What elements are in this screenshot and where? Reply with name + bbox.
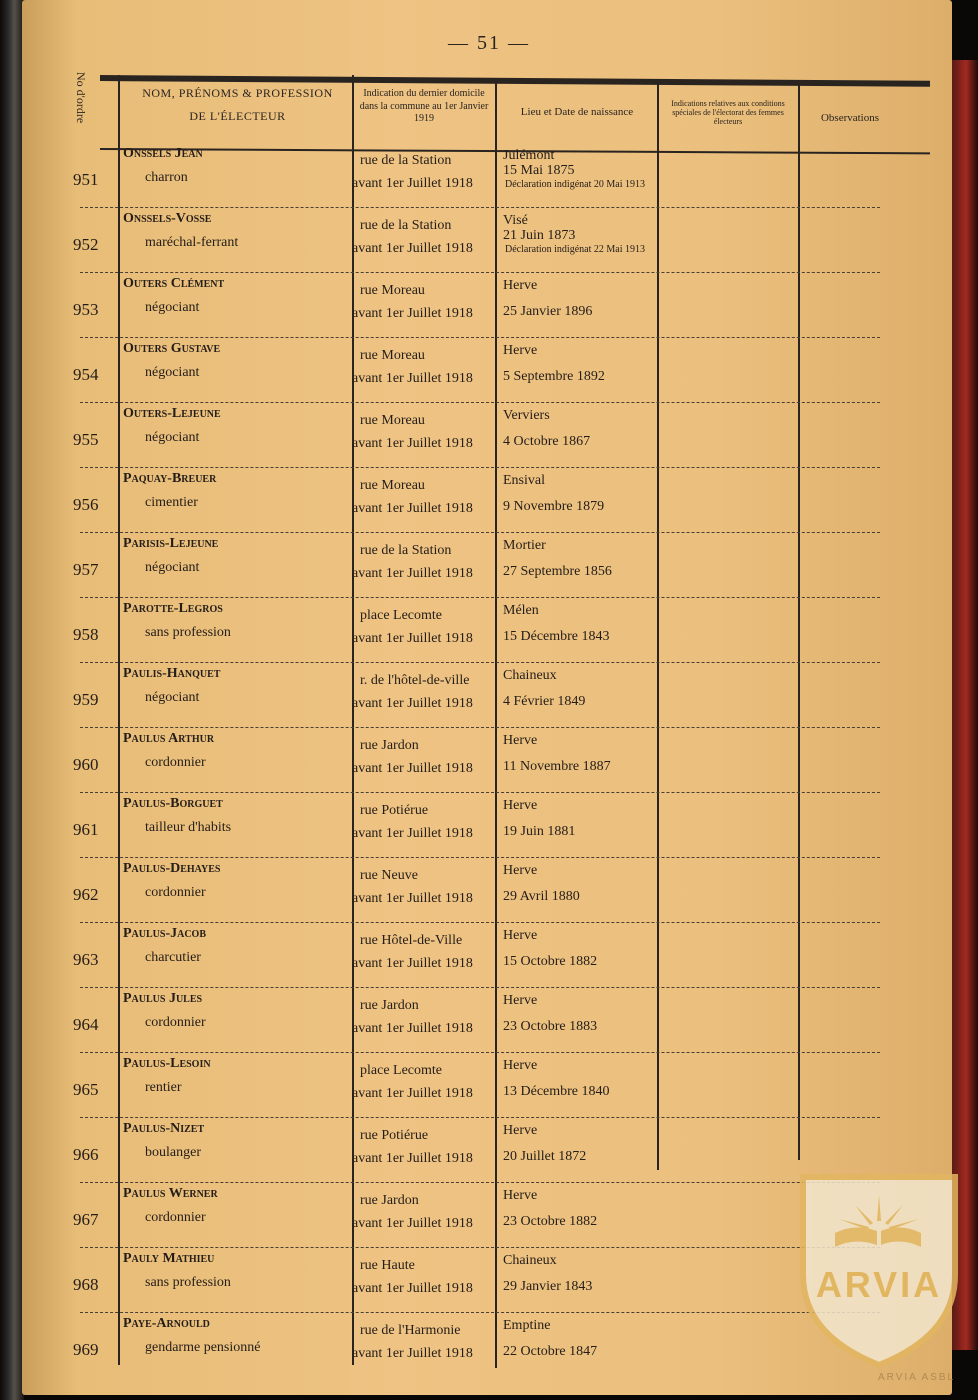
elector-profession: sans profession	[145, 625, 231, 640]
elector-profession: boulanger	[145, 1145, 201, 1160]
elector-name: Pauly Mathieu	[123, 1251, 215, 1266]
birth-place: Herve	[503, 1058, 538, 1073]
header-indications: Indications relatives aux conditions spéciales de l'électorat des femmes électeurs	[671, 99, 785, 126]
elector-address: place Lecomte	[360, 1063, 443, 1078]
elector-name: Parotte-Legros	[123, 601, 223, 616]
elector-address: rue de la Station	[360, 153, 452, 168]
table-row	[0, 731, 978, 800]
birth-place: Chaineux	[503, 1253, 557, 1268]
elector-profession: gendarme pensionné	[145, 1340, 261, 1355]
row-number: 961	[73, 820, 99, 839]
elector-since: avant 1er Juillet 1918	[352, 631, 473, 646]
elector-name: Paulus-Jacob	[123, 926, 207, 941]
elector-address: rue de la Station	[360, 543, 452, 558]
elector-name: Outers Clément	[123, 276, 225, 291]
birth-place: Herve	[503, 278, 538, 293]
nationality-declaration: Déclaration indigénat 20 Mai 1913	[505, 179, 645, 190]
header-domicile: Indication du dernier domicile dans la commune au 1er Janvier 1919	[359, 88, 489, 124]
elector-since: avant 1er Juillet 1918	[352, 696, 473, 711]
page-number: — 51 —	[448, 32, 530, 54]
birth-place: Herve	[503, 343, 538, 358]
elector-since: avant 1er Juillet 1918	[352, 1086, 473, 1101]
row-separator	[80, 337, 880, 338]
elector-since: avant 1er Juillet 1918	[352, 1151, 473, 1166]
elector-name: Paulus-Borguet	[123, 796, 223, 811]
birth-place: Julémont	[503, 148, 555, 163]
birth-place: Herve	[503, 863, 538, 878]
elector-address: rue Potiérue	[360, 803, 429, 818]
row-separator	[80, 532, 880, 533]
birth-date: 29 Avril 1880	[503, 889, 580, 904]
elector-address: rue Haute	[360, 1258, 415, 1273]
elector-profession: cimentier	[145, 495, 198, 510]
header-name	[125, 86, 350, 124]
row-number: 968	[73, 1275, 99, 1294]
elector-since: avant 1er Juillet 1918	[352, 371, 473, 386]
row-number: 965	[73, 1080, 99, 1099]
elector-since: avant 1er Juillet 1918	[352, 501, 473, 516]
elector-address: rue de l'Harmonie	[360, 1323, 461, 1338]
table-row	[0, 146, 978, 215]
birth-place: Herve	[503, 798, 538, 813]
elector-address: rue de la Station	[360, 218, 452, 233]
row-number: 953	[73, 300, 99, 319]
row-number: 966	[73, 1145, 99, 1164]
row-number: 958	[73, 625, 99, 644]
elector-address: rue Jardon	[360, 738, 419, 753]
row-number: 963	[73, 950, 99, 969]
elector-name: Paquay-Breuer	[123, 471, 217, 486]
elector-address: rue Hôtel-de-Ville	[360, 933, 463, 948]
table-row	[0, 211, 978, 280]
row-number: 957	[73, 560, 99, 579]
elector-since: avant 1er Juillet 1918	[352, 1216, 473, 1231]
birth-place: Ensival	[503, 473, 545, 488]
table-row	[0, 536, 978, 605]
birth-date: 23 Octobre 1882	[503, 1214, 598, 1229]
table-row	[0, 341, 978, 410]
row-number: 969	[73, 1340, 99, 1359]
table-row	[0, 406, 978, 475]
elector-since: avant 1er Juillet 1918	[352, 436, 473, 451]
elector-since: avant 1er Juillet 1918	[352, 761, 473, 776]
row-separator	[80, 467, 880, 468]
logo-text: ARVIA	[815, 1264, 943, 1305]
row-separator	[80, 1182, 880, 1183]
birth-date: 5 Septembre 1892	[503, 369, 605, 384]
elector-profession: négociant	[145, 365, 200, 380]
elector-profession: cordonnier	[145, 1210, 206, 1225]
header-name-line2: DE L'ÉLECTEUR	[189, 109, 286, 123]
header-name-line1: NOM, PRÉNOMS & PROFESSION	[142, 86, 333, 100]
birth-place: Herve	[503, 993, 538, 1008]
elector-since: avant 1er Juillet 1918	[352, 566, 473, 581]
row-number: 959	[73, 690, 99, 709]
birth-place: Verviers	[503, 408, 550, 423]
birth-place: Mortier	[503, 538, 546, 553]
elector-profession: cordonnier	[145, 1015, 206, 1030]
row-separator	[80, 727, 880, 728]
arvia-logo	[795, 1165, 963, 1370]
table-row	[0, 796, 978, 865]
row-separator	[80, 857, 880, 858]
birth-date: 9 Novembre 1879	[503, 499, 605, 514]
elector-name: Onssels-Vosse	[123, 211, 212, 226]
header-ordre: No d'ordre	[74, 72, 88, 124]
row-number: 967	[73, 1210, 99, 1229]
elector-address: rue Jardon	[360, 998, 419, 1013]
row-number: 955	[73, 430, 99, 449]
elector-address: rue Moreau	[360, 283, 425, 298]
birth-place: Emptine	[503, 1318, 551, 1333]
elector-profession: sans profession	[145, 1275, 231, 1290]
row-number: 952	[73, 235, 99, 254]
elector-since: avant 1er Juillet 1918	[352, 891, 473, 906]
elector-address: rue Moreau	[360, 478, 425, 493]
elector-name: Paulus-Nizet	[123, 1121, 205, 1136]
birth-place: Herve	[503, 733, 538, 748]
nationality-declaration: Déclaration indigénat 22 Mai 1913	[505, 244, 645, 255]
table-row	[0, 991, 978, 1060]
header-observations: Observations	[820, 112, 880, 124]
birth-date: 23 Octobre 1883	[503, 1019, 598, 1034]
elector-address: r. de l'hôtel-de-ville	[360, 673, 470, 688]
row-separator	[80, 1247, 880, 1248]
row-number: 956	[73, 495, 99, 514]
row-number: 951	[73, 170, 99, 189]
elector-since: avant 1er Juillet 1918	[352, 176, 473, 191]
birth-date: 27 Septembre 1856	[503, 564, 612, 579]
elector-profession: négociant	[145, 560, 200, 575]
table-row	[0, 861, 978, 930]
elector-since: avant 1er Juillet 1918	[352, 1346, 473, 1361]
table-row	[0, 926, 978, 995]
elector-since: avant 1er Juillet 1918	[352, 1021, 473, 1036]
row-separator	[80, 597, 880, 598]
table-row	[0, 601, 978, 670]
elector-profession: charron	[145, 170, 188, 185]
row-separator	[80, 272, 880, 273]
elector-address: rue Moreau	[360, 348, 425, 363]
elector-address: place Lecomte	[360, 608, 443, 623]
elector-profession: négociant	[145, 300, 200, 315]
elector-profession: tailleur d'habits	[145, 820, 232, 835]
elector-profession: maréchal-ferrant	[145, 235, 239, 250]
elector-profession: cordonnier	[145, 885, 206, 900]
table-row	[0, 276, 978, 345]
elector-profession: rentier	[145, 1080, 182, 1095]
row-separator	[80, 1117, 880, 1118]
birth-date: 20 Juillet 1872	[503, 1149, 587, 1164]
table-row	[0, 666, 978, 735]
elector-profession: négociant	[145, 430, 200, 445]
birth-date: 11 Novembre 1887	[503, 759, 611, 774]
row-separator	[80, 922, 880, 923]
elector-since: avant 1er Juillet 1918	[352, 826, 473, 841]
elector-profession: charcutier	[145, 950, 201, 965]
birth-date: 13 Décembre 1840	[503, 1084, 610, 1099]
birth-date: 4 Février 1849	[503, 694, 586, 709]
elector-name: Paulis-Hanquet	[123, 666, 221, 681]
row-separator	[80, 987, 880, 988]
row-separator	[80, 662, 880, 663]
elector-name: Paulus-Dehayes	[123, 861, 221, 876]
elector-name: Parisis-Lejeune	[123, 536, 219, 551]
birth-place: Visé	[503, 213, 528, 228]
birth-place: Herve	[503, 928, 538, 943]
header-birth: Lieu et Date de naissance	[520, 106, 634, 118]
row-separator	[80, 1312, 880, 1313]
elector-address: rue Moreau	[360, 413, 425, 428]
elector-name: Outers-Lejeune	[123, 406, 221, 421]
elector-name: Paulus Jules	[123, 991, 203, 1006]
elector-name: Paulus-Lesoin	[123, 1056, 211, 1071]
birth-place: Herve	[503, 1188, 538, 1203]
elector-since: avant 1er Juillet 1918	[352, 1281, 473, 1296]
elector-since: avant 1er Juillet 1918	[352, 306, 473, 321]
birth-place: Mélen	[503, 603, 539, 618]
birth-date: 4 Octobre 1867	[503, 434, 591, 449]
elector-profession: négociant	[145, 690, 200, 705]
row-separator	[80, 792, 880, 793]
elector-address: rue Jardon	[360, 1193, 419, 1208]
elector-profession: cordonnier	[145, 755, 206, 770]
birth-date: 22 Octobre 1847	[503, 1344, 598, 1359]
elector-name: Onssels Jean	[123, 146, 203, 161]
row-number: 960	[73, 755, 99, 774]
birth-place: Herve	[503, 1123, 538, 1138]
elector-name: Paulus Werner	[123, 1186, 218, 1201]
birth-date: 19 Juin 1881	[503, 824, 576, 839]
birth-date: 15 Mai 1875	[503, 163, 575, 178]
row-separator	[80, 1052, 880, 1053]
elector-name: Paye-Arnould	[123, 1316, 210, 1331]
birth-date: 21 Juin 1873	[503, 228, 576, 243]
row-separator	[80, 207, 880, 208]
row-number: 964	[73, 1015, 99, 1034]
elector-since: avant 1er Juillet 1918	[352, 956, 473, 971]
birth-date: 15 Décembre 1843	[503, 629, 610, 644]
row-number: 962	[73, 885, 99, 904]
elector-since: avant 1er Juillet 1918	[352, 241, 473, 256]
row-number: 954	[73, 365, 99, 384]
watermark: ARVIA ASBL	[878, 1372, 956, 1383]
row-separator	[80, 402, 880, 403]
table-row	[0, 471, 978, 540]
birth-date: 29 Janvier 1843	[503, 1279, 593, 1294]
birth-date: 25 Janvier 1896	[503, 304, 593, 319]
elector-address: rue Potiérue	[360, 1128, 429, 1143]
birth-place: Chaineux	[503, 668, 557, 683]
elector-name: Outers Gustave	[123, 341, 221, 356]
table-row	[0, 1056, 978, 1125]
birth-date: 15 Octobre 1882	[503, 954, 598, 969]
elector-name: Paulus Arthur	[123, 731, 215, 746]
elector-address: rue Neuve	[360, 868, 418, 883]
